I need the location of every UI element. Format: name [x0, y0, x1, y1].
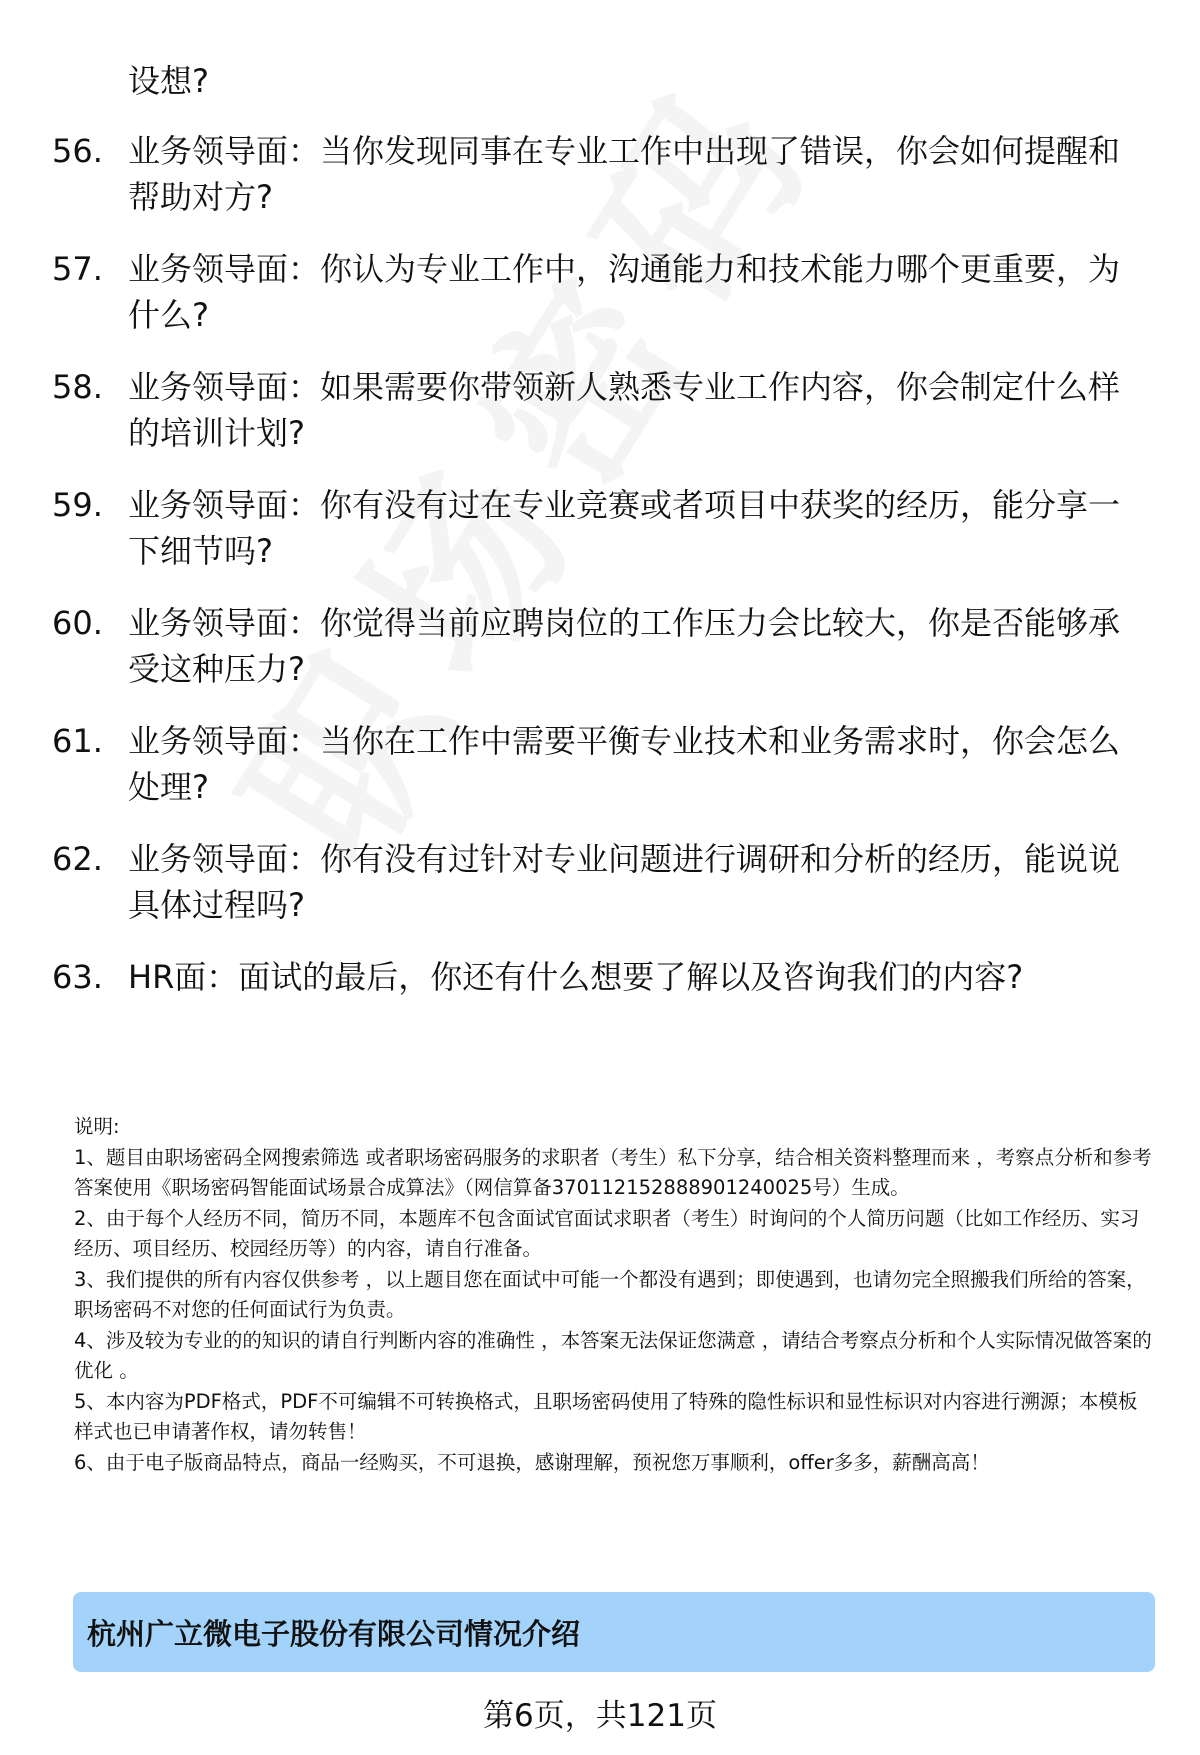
question-item-62 [52, 836, 1162, 928]
question-number: 61. [52, 722, 103, 760]
note-item-3: 3、我们提供的所有内容仅供参考 ，以上题目您在面试中可能一个都没有遇到；即使遇到，也请勿完全照搬我们所给的答案，职场密码不对您的任何面试行为负责。 [74, 1267, 1146, 1321]
question-item-61 [52, 718, 1162, 810]
question-number: 60. [52, 604, 103, 642]
note-item-2: 2、由于每个人经历不同，简历不同，本题库不包含面试官面试求职者（考生）时询问的个人简历问题（比如工作经历、实习经历、项目经历、校园经历等）的内容，请自行准备。 [74, 1206, 1140, 1260]
question-continuation: 设想? [128, 62, 209, 100]
question-number: 62. [52, 840, 103, 878]
question-text: HR面：面试的最后，你还有什么想要了解以及咨询我们的内容? [128, 958, 1024, 996]
disclaimer-notes [74, 1112, 1154, 1478]
note-item-4: 4、涉及较为专业的的知识的请自行判断内容的准确性 ，本答案无法保证您满意 ，请结合考察点分析和个人实际情况做答案的优化 。 [74, 1328, 1152, 1382]
question-item-56 [52, 128, 1162, 220]
question-text: 业务领导面：你觉得当前应聘岗位的工作压力会比较大，你是否能够承受这种压力? [128, 604, 1121, 688]
notes-heading: 说明: [74, 1115, 120, 1138]
note-item-6: 6、由于电子版商品特点，商品一经购买，不可退换，感谢理解，预祝您万事顺利，offer多多，薪酬高高！ [74, 1450, 990, 1474]
note-item-1: 1、题目由职场密码全网搜索筛选 或者职场密码服务的求职者（考生）私下分享，结合相关资料整理而来 ，考察点分析和参考答案使用《职场密码智能面试场景合成算法》（网信算备370112152888901240025号）生成。 [74, 1145, 1152, 1199]
question-number: 63. [52, 958, 103, 996]
question-item-58 [52, 364, 1162, 456]
question-text: 业务领导面：当你在工作中需要平衡专业技术和业务需求时，你会怎么处理? [128, 722, 1121, 806]
section-banner-title: 杭州广立微电子股份有限公司情况介绍 [87, 1616, 581, 1651]
question-item-63 [52, 954, 1162, 1000]
question-text: 业务领导面：当你发现同事在专业工作中出现了错误，你会如何提醒和帮助对方? [128, 132, 1121, 216]
section-banner [73, 1592, 1155, 1672]
question-number: 56. [52, 132, 103, 170]
page-indicator: 第6页，共121页 [483, 1698, 717, 1734]
question-number: 58. [52, 368, 103, 406]
question-item-60 [52, 600, 1162, 692]
question-text: 业务领导面：你认为专业工作中，沟通能力和技术能力哪个更重要，为什么? [128, 250, 1121, 334]
question-number: 59. [52, 486, 103, 524]
question-item-59 [52, 482, 1162, 574]
question-text: 业务领导面：你有没有过在专业竞赛或者项目中获奖的经历，能分享一下细节吗? [128, 486, 1121, 570]
question-text: 业务领导面：如果需要你带领新人熟悉专业工作内容，你会制定什么样的培训计划? [128, 368, 1121, 452]
question-item-57 [52, 246, 1162, 338]
note-item-5: 5、本内容为PDF格式，PDF不可编辑不可转换格式，且职场密码使用了特殊的隐性标识和显性标识对内容进行溯源；本模板样式也已申请著作权，请勿转售！ [74, 1389, 1138, 1443]
question-text: 业务领导面：你有没有过针对专业问题进行调研和分析的经历，能说说具体过程吗? [128, 840, 1121, 924]
question-number: 57. [52, 250, 103, 288]
